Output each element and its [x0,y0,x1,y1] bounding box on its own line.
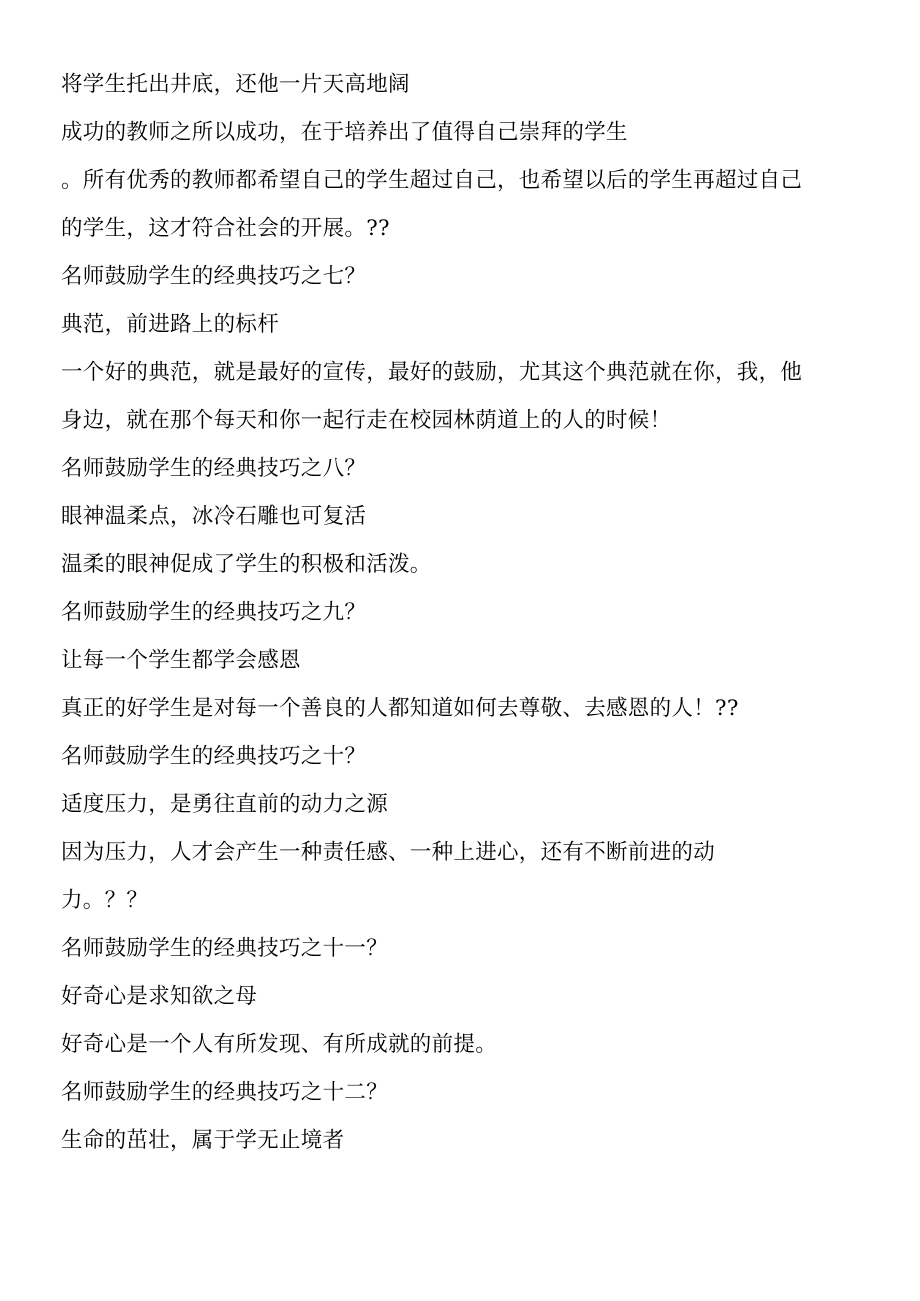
text-line: 温柔的眼神促成了学生的积极和活泼。 [61,552,432,577]
section-heading: 名师鼓励学生的经典技巧之九？ [61,600,367,625]
tip-title: 生命的茁壮，属于学无止境者 [61,1128,345,1153]
text-line: 因为压力，人才会产生一种责任感、一种上进心，还有不断前进的动 [61,840,716,865]
section-heading: 名师鼓励学生的经典技巧之十一？ [61,936,389,961]
section-heading: 名师鼓励学生的经典技巧之七？ [61,264,367,289]
section-heading: 名师鼓励学生的经典技巧之十二？ [61,1080,389,1105]
text-line: 一个好的典范，就是最好的宣传，最好的鼓励，尤其这个典范就在你，我，他 [61,360,803,385]
text-line: 将学生托出井底，还他一片天高地阔 [61,72,410,97]
text-line: 真正的好学生是对每一个善良的人都知道如何去尊敬、去感恩的人！?? [61,696,739,721]
tip-title: 典范，前进路上的标杆 [61,312,280,337]
text-line: 的学生，这才符合社会的开展。?? [61,216,390,241]
section-heading: 名师鼓励学生的经典技巧之八？ [61,456,367,481]
text-line: 。所有优秀的教师都希望自己的学生超过自己，也希望以后的学生再超过自己 [61,168,803,193]
tip-title: 适度压力，是勇往直前的动力之源 [61,792,389,817]
tip-title: 眼神温柔点，冰冷石雕也可复活 [61,504,367,529]
section-heading: 名师鼓励学生的经典技巧之十？ [61,744,367,769]
tip-title: 让每一个学生都学会感恩 [61,648,301,673]
text-line: 好奇心是一个人有所发现、有所成就的前提。 [61,1032,498,1057]
tip-title: 好奇心是求知欲之母 [61,984,258,1009]
text-line: 成功的教师之所以成功，在于培养出了值得自己崇拜的学生 [61,120,628,145]
text-line: 身边，就在那个每天和你一起行走在校园林荫道上的人的时候！ [61,408,672,433]
text-line: 力。？？ [61,888,149,913]
